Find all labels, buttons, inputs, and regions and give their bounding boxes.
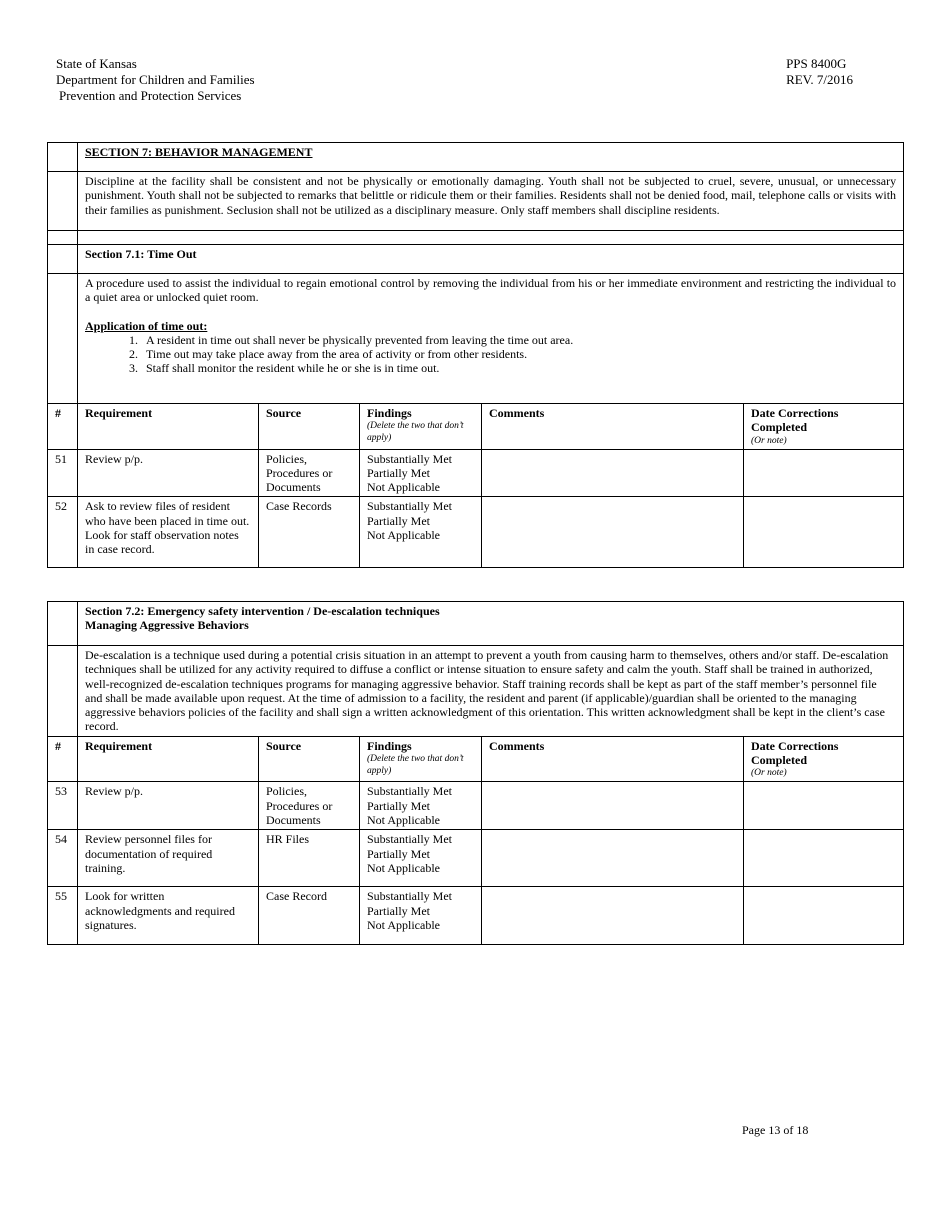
table-row: 52 Ask to review files of resident who have been placed in time out. Look for staff observation notes in case record. Case Records Substantially Met Partially Met Not Applicable — [48, 497, 904, 568]
col-findings-header: Findings (Delete the two that don’t apply) — [360, 404, 482, 450]
comments-cell[interactable] — [482, 887, 744, 945]
col-num-header: # — [48, 736, 78, 782]
table-row: 55 Look for written acknowledgments and required signatures. Case Record Substantially Met Partially Met Not Applicable — [48, 887, 904, 945]
col-date-header: Date Corrections Completed (Or note) — [744, 404, 904, 450]
column-header-row — [48, 404, 904, 450]
section-72-text: De-escalation is a technique used during a potential crisis situation in an attempt to prevent a youth from causing harm to themselves, others and/or staff. De-escalation techniques shall be utilized for any activity required to diffuse a conflict or intense situation to ensure safety and calm the youth. Staff shall be trained in authorized, well-recognized de-escalation techniques programs for managing aggressive behavior. Staff training records shall be kept as part of the staff member’s personnel file and shall be made available upon request. At the time of admission to a facility, the resident and parent (if applicable)/guardian shall be oriented to the managing aggressive behaviors policies of the facility and shall sign a written acknowledgment of this orientation. This written acknowledgment shall be kept in the client’s case record. — [78, 646, 904, 737]
findings-cell[interactable]: Substantially Met Partially Met Not Applicable — [360, 782, 482, 830]
date-cell[interactable] — [744, 497, 904, 568]
section-7-title: SECTION 7: BEHAVIOR MANAGEMENT — [85, 145, 313, 159]
section-71-text: A procedure used to assist the individual to regain emotional control by removing the individual from his or her immediate environment and restricting the individual to a quiet area or unlocked quiet room. — [85, 276, 897, 305]
col-findings-header: Findings (Delete the two that don’t apply) — [360, 736, 482, 782]
table-row: 54 Review personnel files for documentation of required training. HR Files Substantially Met Partially Met Not Applicable — [48, 830, 904, 887]
findings-cell[interactable]: Substantially Met Partially Met Not Applicable — [360, 497, 482, 568]
date-cell[interactable] — [744, 782, 904, 830]
revision-date: REV. 7/2016 — [786, 72, 853, 87]
list-item: 2. Time out may take place away from the area of activity or from other residents. — [141, 347, 896, 361]
date-cell[interactable] — [744, 830, 904, 887]
col-comments-header: Comments — [482, 404, 744, 450]
column-header-row — [48, 736, 904, 782]
col-comments-header: Comments — [482, 736, 744, 782]
header-left — [56, 56, 255, 104]
list-item: 1. A resident in time out shall never be physically prevented from leaving the time out area. — [141, 333, 896, 347]
date-cell[interactable] — [744, 887, 904, 945]
header-right — [786, 56, 853, 88]
section-72-table — [47, 601, 904, 945]
list-item: 3. Staff shall monitor the resident while he or she is in time out. — [141, 361, 896, 375]
section-7-table — [47, 142, 904, 568]
comments-cell[interactable] — [482, 830, 744, 887]
header-division: Prevention and Protection Services — [59, 88, 242, 103]
col-source-header: Source — [259, 404, 360, 450]
col-requirement-header: Requirement — [78, 404, 259, 450]
section-72-title: Section 7.2: Emergency safety intervention / De-escalation techniques — [85, 604, 440, 618]
time-out-list — [85, 333, 896, 376]
col-source-header: Source — [259, 736, 360, 782]
comments-cell[interactable] — [482, 449, 744, 497]
section-72-subtitle: Managing Aggressive Behaviors — [85, 618, 249, 633]
table-row: 53 Review p/p. Policies, Procedures or Documents Substantially Met Partially Met Not Applicable — [48, 782, 904, 830]
findings-cell[interactable]: Substantially Met Partially Met Not Applicable — [360, 887, 482, 945]
header-department: Department for Children and Families — [56, 72, 255, 87]
col-requirement-header: Requirement — [78, 736, 259, 782]
form-number: PPS 8400G — [786, 56, 847, 71]
section-71-title: Section 7.1: Time Out — [85, 247, 197, 261]
page-number: Page 13 of 18 — [742, 1123, 809, 1137]
col-num-header: # — [48, 404, 78, 450]
date-cell[interactable] — [744, 449, 904, 497]
col-date-header: Date Corrections Completed (Or note) — [744, 736, 904, 782]
header-state: State of Kansas — [56, 56, 137, 71]
time-out-application-title: Application of time out: — [85, 318, 208, 333]
comments-cell[interactable] — [482, 782, 744, 830]
findings-cell[interactable]: Substantially Met Partially Met Not Applicable — [360, 830, 482, 887]
findings-cell[interactable]: Substantially Met Partially Met Not Applicable — [360, 449, 482, 497]
section-7-text: Discipline at the facility shall be consistent and not be physically or emotionally damaging. Youth shall not be subjected to cruel, severe, unusual, or unnecessary punishment. Youth shall not be subjected to remarks that belittle or ridicule them or their families. Residents shall not be denied food, mail, telephone calls or visits with their families as punishment. Seclusion shall not be utilized as a disciplinary measure. Only staff members shall discipline residents. — [78, 172, 904, 231]
comments-cell[interactable] — [482, 497, 744, 568]
table-row: 51 Review p/p. Policies, Procedures or Documents Substantially Met Partially Met Not Applicable — [48, 449, 904, 497]
